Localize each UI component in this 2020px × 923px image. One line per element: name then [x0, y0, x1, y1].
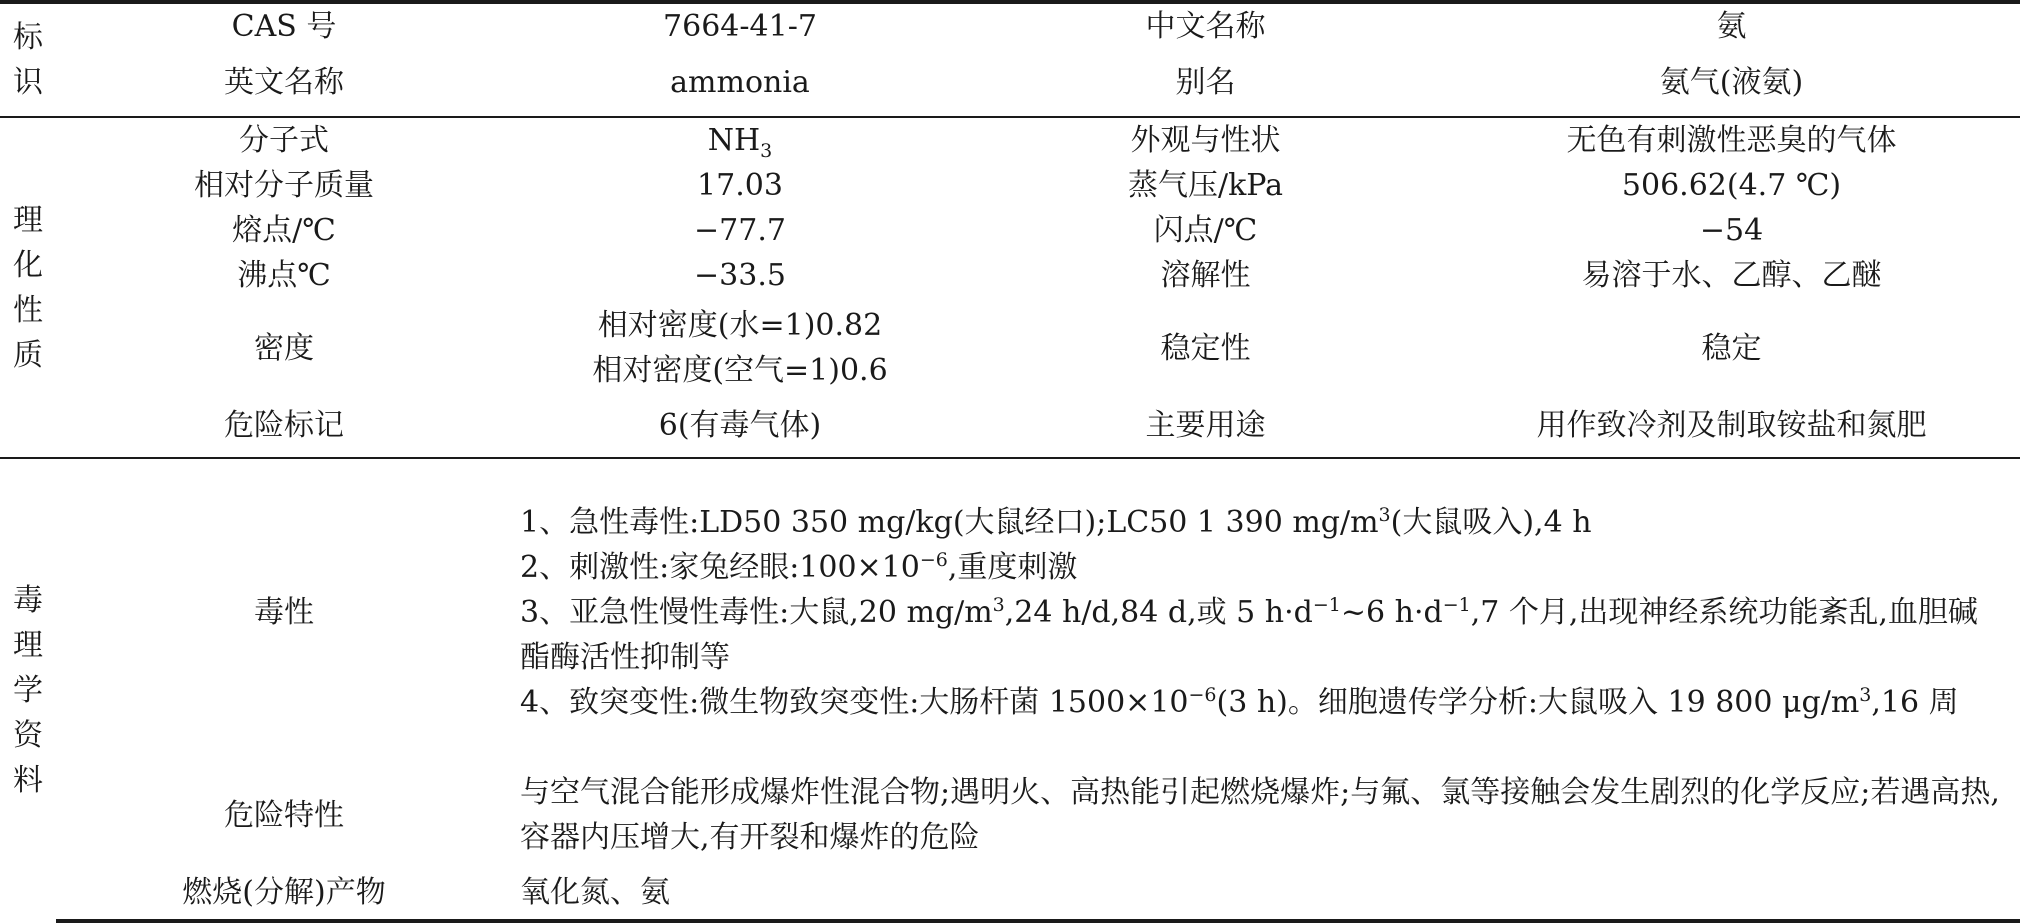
combustion-product-label: 燃烧(分解)产物 — [56, 865, 512, 921]
flash-point-value: −54 — [1699, 213, 1764, 248]
flash-point-label: 闪点/℃ — [1153, 213, 1258, 248]
formula-value: $NH_3$ — [512, 117, 968, 163]
toxicity-label: 毒性 — [56, 458, 512, 765]
identity-row-2 — [0, 49, 2020, 117]
physchem-row-melting — [0, 208, 2020, 253]
formula-label: 分子式 — [56, 117, 512, 163]
toxicity-item-subacute: 3、亚急性慢性毒性:大鼠,20 $mg/m^3,24$ h/d,84 d,或 5 $h\cdot d^{-1}\sim 6$ $h\cdot d^{-1},7$ 个月,出现神经系统功能紊乱,血胆碱酯酶活性抑制等 — [520, 593, 1978, 675]
toxicity-item-mutagenicity: 4、致突变性:微生物致突变性:大肠杆菌 $1500\times 10^{-6}(3$ h)。细胞遗传学分析:大鼠吸入 19 800 $\mu g/m^3,16$ 周 — [520, 683, 1959, 720]
toxicology-row-combustion — [0, 865, 2020, 921]
alias-value: 氨气(液氨) — [1659, 65, 1804, 100]
chinese-name-label: 中文名称 — [968, 2, 1443, 49]
section-label-physchem: 理 化 性 质 — [0, 117, 56, 458]
physchem-row-molweight — [0, 163, 2020, 208]
toxicity-value — [512, 458, 2020, 765]
hazard-mark-label: 危险标记 — [224, 408, 344, 443]
boiling-point-label: 沸点℃ — [237, 258, 331, 293]
physchem-row-density — [0, 298, 2020, 398]
hazard-property-label: 危险特性 — [224, 797, 344, 833]
alias-label: 别名 — [1175, 65, 1236, 100]
melting-point-label: 熔点/℃ — [232, 213, 336, 248]
appearance-value: 无色有刺激性恶臭的气体 — [1443, 117, 2020, 163]
boiling-point-value: −33.5 — [694, 258, 786, 293]
combustion-product-value: 氧化氮、氨 — [512, 865, 2020, 921]
physchem-row-formula — [0, 117, 2020, 163]
hazard-mark-value: 6(有毒气体) — [658, 408, 822, 443]
appearance-label: 外观与性状 — [968, 117, 1443, 163]
hazard-property-value: 与空气混合能形成爆炸性混合物;遇明火、高热能引起燃烧爆炸;与氟、氯等接触会发生剧烈的化学反应;若遇高热,容器内压增大,有开裂和爆炸的危险 — [520, 775, 2000, 855]
section-label-toxicology: 毒 理 学 资 料 — [0, 458, 56, 921]
stability-label: 稳定性 — [1160, 330, 1251, 366]
main-use-label: 主要用途 — [1145, 408, 1266, 443]
english-name-label: 英文名称 — [224, 65, 344, 100]
main-use-value: 用作致冷剂及制取铵盐和氮肥 — [1536, 408, 1927, 443]
stability-value: 稳定 — [1701, 330, 1762, 366]
molweight-label: 相对分子质量 — [194, 168, 374, 203]
cas-value: 7664-41-7 — [512, 2, 968, 49]
vapor-pressure-value: 506.62(4.7 ℃) — [1621, 168, 1842, 203]
physchem-row-hazard-mark — [0, 398, 2020, 453]
molweight-value: 17.03 — [697, 168, 783, 203]
density-value: 相对密度(水=1)0.82 相对密度(空气=1)0.6 — [592, 308, 888, 388]
physchem-row-boiling — [0, 253, 2020, 298]
toxicity-item-acute: 1、急性毒性:LD50 350 mg/kg(大鼠经口);LC50 1 390 $mg/m^3$(大鼠吸入),4 h — [520, 503, 1592, 540]
chinese-name-value: 氨 — [1443, 2, 2020, 49]
solubility-value: 易溶于水、乙醇、乙醚 — [1581, 258, 1882, 293]
english-name-value: ammonia — [670, 65, 810, 100]
section-label-identity: 标 识 — [0, 2, 56, 117]
identity-row-1 — [0, 2, 2020, 49]
melting-point-value: −77.7 — [694, 213, 786, 248]
toxicology-row-toxicity — [0, 458, 2020, 765]
cas-label: CAS 号 — [56, 2, 512, 49]
vapor-pressure-label: 蒸气压/kPa — [1127, 168, 1283, 203]
density-label: 密度 — [254, 330, 314, 366]
toxicity-item-irritation: 2、刺激性:家兔经眼$:100\times 10^{-6}$,重度刺激 — [520, 548, 1078, 585]
toxicology-row-hazard — [0, 765, 2020, 865]
solubility-label: 溶解性 — [1160, 258, 1251, 293]
